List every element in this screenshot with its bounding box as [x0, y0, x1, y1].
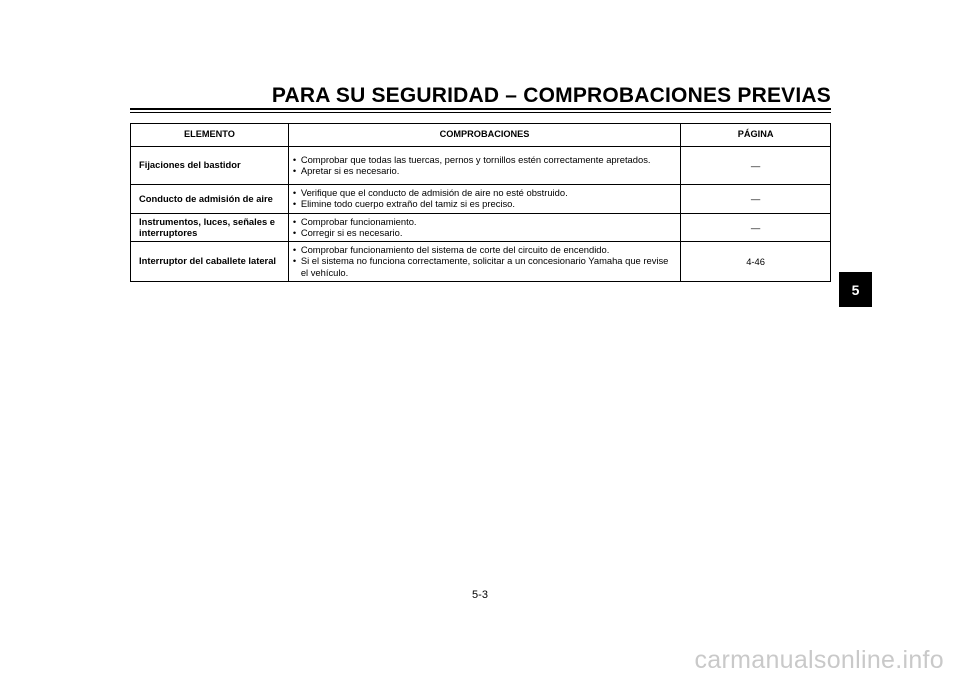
column-header-page: PÁGINA — [681, 124, 831, 147]
element-cell: Conducto de admisión de aire — [131, 185, 289, 214]
element-cell: Fijaciones del bastidor — [131, 147, 289, 185]
checks-table — [130, 123, 831, 282]
table-row — [131, 242, 831, 282]
section-tab: 5 — [839, 272, 872, 307]
table-row — [131, 185, 831, 214]
table-row — [131, 213, 831, 242]
check-item: • Comprobar funcionamiento. — [291, 216, 674, 227]
title-rule-thick — [130, 108, 831, 110]
page-cell: — — [681, 147, 831, 185]
column-header-element: ELEMENTO — [131, 124, 289, 147]
table-row — [131, 147, 831, 185]
check-item: • Comprobar que todas las tuercas, pernos y tornillos estén correctamente apretados. — [291, 154, 674, 165]
page-cell: 4-46 — [681, 242, 831, 282]
check-item: • Comprobar funcionamiento del sistema de corte del circuito de encendido. — [291, 244, 674, 255]
watermark: carmanualsonline.info — [694, 646, 944, 674]
check-item: • Verifique que el conducto de admisión de aire no esté obstruido. — [291, 187, 674, 198]
checks-cell — [288, 213, 680, 242]
check-item: • Corregir si es necesario. — [291, 227, 674, 238]
title-rule-thin — [130, 112, 831, 113]
page-title: PARA SU SEGURIDAD – COMPROBACIONES PREVIAS — [271, 84, 831, 107]
element-cell: Interruptor del caballete lateral — [131, 242, 289, 282]
table-header-row — [131, 124, 831, 147]
page-number: 5-3 — [472, 589, 488, 601]
page-cell: — — [681, 213, 831, 242]
checks-cell — [288, 185, 680, 214]
check-item: • Si el sistema no funciona correctamente, solicitar a un concesionario Yamaha que revise el vehículo. — [291, 255, 674, 278]
page-cell: — — [681, 185, 831, 214]
checks-cell — [288, 147, 680, 185]
check-item: • Apretar si es necesario. — [291, 165, 674, 176]
checks-cell — [288, 242, 680, 282]
check-item: • Elimine todo cuerpo extraño del tamiz si es preciso. — [291, 198, 674, 209]
element-cell: Instrumentos, luces, señales e interruptores — [131, 213, 289, 242]
column-header-checks: COMPROBACIONES — [288, 124, 680, 147]
